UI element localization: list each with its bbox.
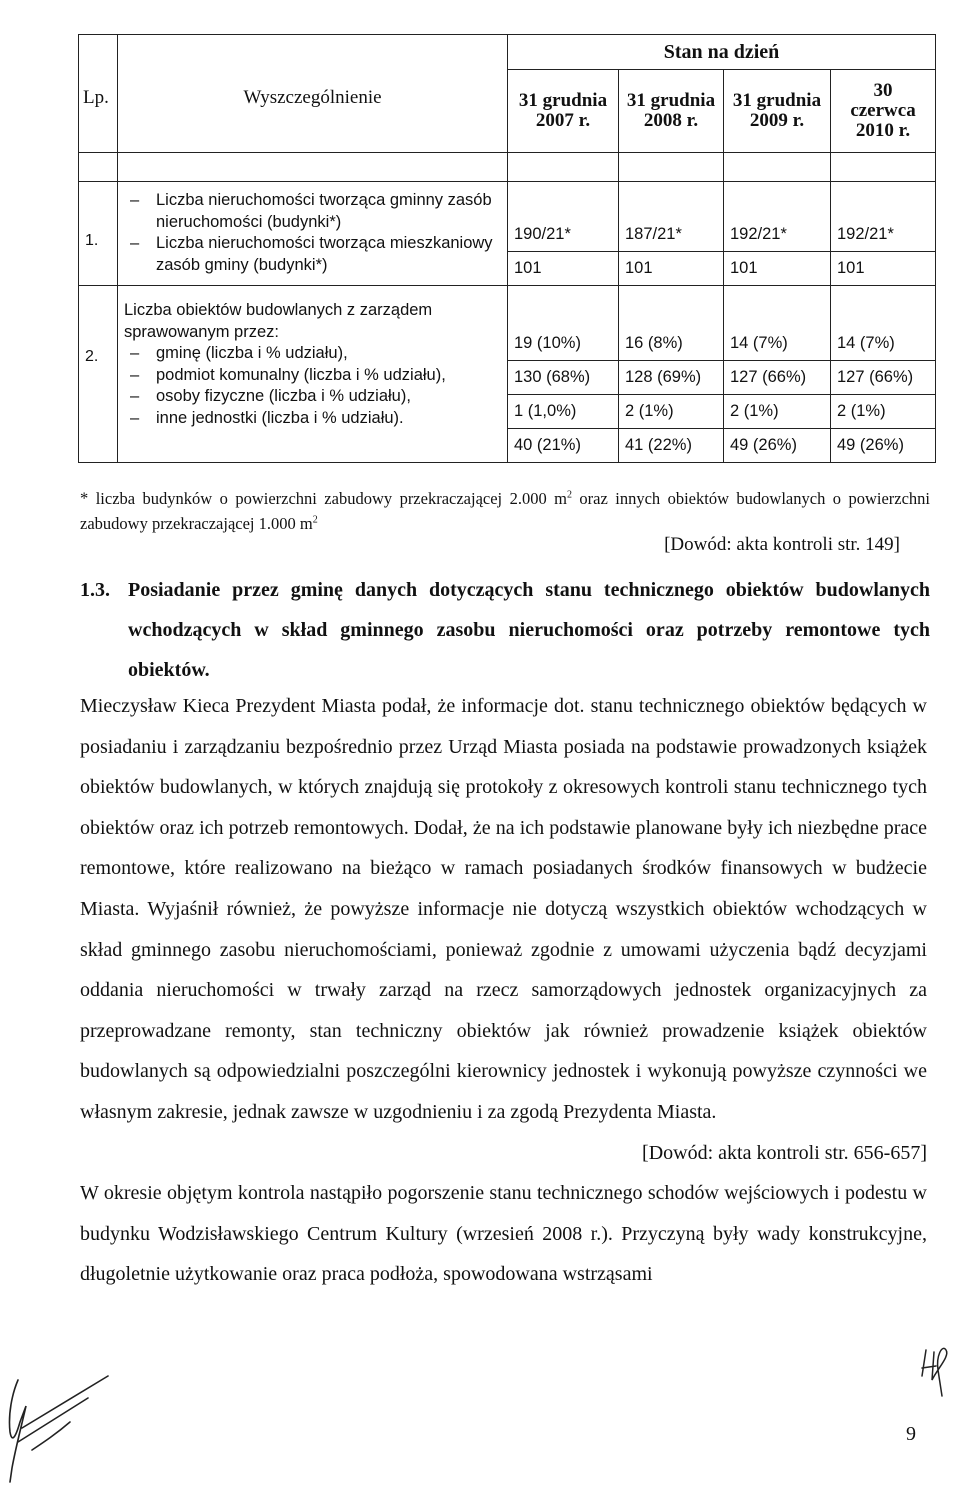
header-date-2008: 31 grudnia 2008 r. <box>619 70 724 153</box>
list-item: – gminę (liczba i % udziału), <box>124 343 503 365</box>
value-cell: 192/21* 101 <box>724 182 831 286</box>
data-table <box>78 34 936 463</box>
row-lp: 2. <box>79 286 118 463</box>
page-number: 9 <box>906 1423 916 1445</box>
value-cell: 187/21* 101 <box>619 182 724 286</box>
row-description <box>118 182 508 286</box>
value-cell: 14 (7%) 127 (66%) 2 (1%) 49 (26%) <box>831 286 936 463</box>
initials-signature <box>916 1346 956 1400</box>
col-number <box>619 153 724 182</box>
value-cell: 14 (7%) 127 (66%) 2 (1%) 49 (26%) <box>724 286 831 463</box>
footnote-text: liczba budynków o powierzchni zabudowy przekraczającej 2.000 $m^2$ oraz innych obiektów budowlanych o powierzchni zabudowy przekraczającej 1.000 $m^2$ <box>80 488 931 533</box>
section-heading <box>80 570 930 690</box>
body-text <box>80 686 927 1295</box>
footnote-star: * <box>80 488 89 508</box>
col-number <box>118 153 508 182</box>
list-item: – osoby fizyczne (liczba i % udziału), <box>124 386 503 408</box>
evidence-reference: [Dowód: akta kontroli str. 656-657] <box>642 1141 927 1164</box>
value-cell: 190/21* 101 <box>508 182 619 286</box>
row-lp: 1. <box>79 182 118 286</box>
header-stan-na-dzien: Stan na dzień <box>508 35 936 70</box>
handwritten-signature <box>4 1372 114 1484</box>
list-item: – Liczba nieruchomości tworząca mieszkaniowy zasób gminy (budynki*) <box>124 233 503 276</box>
col-number <box>508 153 619 182</box>
table-row <box>79 182 936 286</box>
value-cell: 19 (10%) 130 (68%) 1 (1,0%) 40 (21%) <box>508 286 619 463</box>
table-row <box>79 286 936 463</box>
section-number: 1.3. <box>80 579 110 601</box>
list-item: – Liczba nieruchomości tworząca gminny zasób nieruchomości (budynki*) <box>124 190 503 233</box>
col-number <box>831 153 936 182</box>
col-number <box>724 153 831 182</box>
paragraph: W okresie objętym kontrola nastąpiło pogorszenie stanu technicznego schodów wejściowych i podestu w budynku Wodzisławskiego Centrum Kultury (wrzesień 2008 r.). Przyczyną były wady konstrukcyjne, długoletnie użytkowanie oraz praca podłoża, spowodowana wstrząsami <box>80 1182 927 1286</box>
paragraph: Mieczysław Kieca Prezydent Miasta podał, że informacje dot. stanu technicznego obiektów będących w posiadaniu i zarządzaniu bezpośrednio przez Urząd Miasta posiada na podstawie prowadzonych książek obiektów budowlanych, w których znajdują się protokoły z okresowych kontroli stanu technicznego tych obiektów oraz ich potrzeb remontowych. Dodał, że na ich podstawie planowane były ich niezbędne prace remontowe, które realizowano na bieżąco w ramach posiadanych środków finansowych w budżecie Miasta. Wyjaśnił również, że powyższe informacje nie dotyczą wszystkich obiektów wchodzących w skład gminnego zasobu nieruchomościami, ponieważ zgodnie z umowami użyczenia bądź decyzjami oddania nieruchomości w trwały zarząd na rzecz samorządowych jednostek organizacyjnych za przeprowadzane remonty, stan techniczny obiektów jak również prowadzenie książek obiektów budowlanych są odpowiedzialni poszczególni kierownicy jednostek i wykonują powyższe czynności we własnym zakresie, jednak zawsze w uzgodnieniu i za zgodą Prezydenta Miasta. <box>80 695 927 1123</box>
header-lp: Lp. <box>79 35 118 153</box>
list-item: – podmiot komunalny (liczba i % udziału), <box>124 365 503 387</box>
list-item: – inne jednostki (liczba i % udziału). <box>124 408 503 430</box>
evidence-reference: [Dowód: akta kontroli str. 149] <box>664 534 900 555</box>
value-cell: 192/21* 101 <box>831 182 936 286</box>
header-date-2007: 31 grudnia 2007 r. <box>508 70 619 153</box>
section-title: Posiadanie przez gminę danych dotyczących stanu technicznego obiektów budowlanych wchodzących w skład gminnego zasobu nieruchomości oraz potrzeby remontowe tych obiektów. <box>128 579 930 681</box>
row-intro: Liczba obiektów budowlanych z zarządem sprawowanym przez: <box>124 301 433 341</box>
header-wyszczegolnienie: Wyszczególnienie <box>118 35 508 153</box>
footnote <box>80 484 931 555</box>
col-number <box>79 153 118 182</box>
value-cell: 16 (8%) 128 (69%) 2 (1%) 41 (22%) <box>619 286 724 463</box>
row-description <box>118 286 508 463</box>
header-date-2009: 31 grudnia 2009 r. <box>724 70 831 153</box>
header-date-2010: 30 czerwca 2010 r. <box>831 70 936 153</box>
